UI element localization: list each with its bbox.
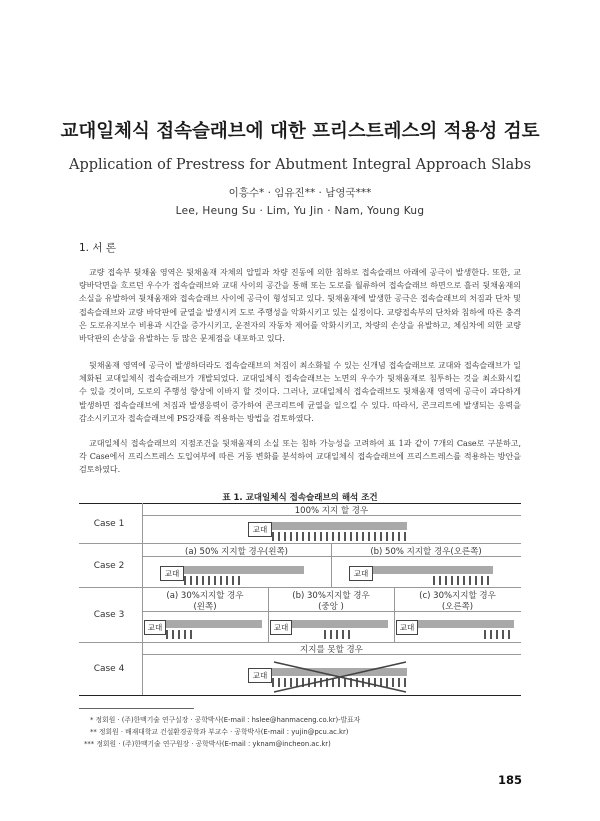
approach-slab — [272, 522, 407, 530]
paragraph-2: 뒷채움재 영역에 공극이 발생하더라도 접속슬래브의 처짐이 최소화될 수 있는 신개념 접속슬래브로 교대와 접속슬래브가 일체화된 교대일체식 접속슬래브가 개발되었다. 교대일체식 접속슬래브는 노면의 우수가 뒷채움재로 침투하는 것을 최소화시킬 수 있을 것이며, 도로의 주행성 향상에 이바지 할 것이다. 그러나, 교대일체식 접속슬래브도 뒷채움재 영역에 공극이 과다하게 발생하면 접속슬래브에 처짐과 발생응력이 증가하여 콘크리트에 균열을 일으킬 수 있다. 따라서, 콘크리트에 발생되는 응력을 감소시키고자 접속슬래브에 PS강재를 적용하는 방법을 검토하였다. — [79, 361, 521, 423]
support-arrows — [324, 630, 354, 639]
approach-slab — [373, 566, 493, 574]
paragraph-1: 교량 접속부 뒷채움 영역은 뒷채움재 자체의 압밀과 차량 진동에 의한 침하로 접속슬래브 아래에 공극이 발생한다. 또한, 교량바닥면을 흐르던 우수가 접속슬래브와 교대 사이의 공간을 통해 또는 도로를 월류하여 접속슬래브 하면으로 흘러 뒷채움재의 소실을 유발하여 뒷채움재와 접속슬래브 사이에 공극이 형성되고 있다. 뒷채움재에 발생한 공극은 접속슬래브의 처짐과 단차 및 접속슬래브와 교량 바닥판에 균열을 발생시켜 도로 주행성을 악화시키고 있는 실정이다. 교량접속부의 단차와 침하에 따른 충격은 도로유지보수 비용과 시간을 증가시키고, 운전자의 자동차 제어를 악화시키고, 차량의 손상을 유발하고, 체심차에 의한 교량 바닥판의 손상을 유발하는 등 많은 문제점을 내포하고 있다. — [79, 268, 521, 344]
case-4-header: 지지를 못할 경우 — [300, 645, 363, 655]
case-3b-header: (b) 30%지지할 경우 — [292, 591, 370, 601]
support-arrows — [433, 576, 493, 585]
abutment-box: 교대 — [248, 668, 272, 683]
case-2-label: Case 2 — [93, 561, 125, 571]
paper-title-english: Application of Prestress for Abutment Integral Approach Slabs — [68, 157, 532, 173]
case-3b-subheader: (중앙 ) — [318, 602, 344, 612]
case-3c-header: (c) 30%지지할 경우 — [419, 591, 496, 601]
abutment-box: 교대 — [144, 620, 166, 635]
case-2b-header: (b) 50% 지지할 경우(오른쪽) — [370, 547, 482, 557]
case-1-header: 100% 지지 할 경우 — [294, 506, 369, 516]
case-3a-header: (a) 30%지지할 경우 — [166, 591, 244, 601]
approach-slab — [418, 620, 514, 628]
support-arrows — [484, 630, 514, 639]
case-2a-header: (a) 50% 지지할 경우(왼쪽) — [185, 547, 288, 557]
table-caption: 표 1. 교대일체식 접속슬래브의 해석 조건 — [222, 493, 378, 503]
footnote-2: ** 정회원 · 배재대학교 건설환경공학과 부교수 · 공학박사(E-mail : yujin@pcu.ac.kr) — [90, 728, 349, 736]
row-divider — [79, 587, 521, 588]
approach-slab — [184, 566, 304, 574]
abutment-box: 교대 — [270, 620, 292, 635]
case-1-label: Case 1 — [93, 519, 125, 529]
case-4-label: Case 4 — [93, 664, 125, 674]
abutment-box: 교대 — [160, 566, 184, 581]
row-divider — [79, 543, 521, 544]
page-number: 185 — [498, 773, 523, 787]
support-arrows — [272, 532, 407, 541]
case-3a-subheader: (왼쪽) — [193, 602, 217, 612]
paper-title-korean: 교대일체식 접속슬래브에 대한 프리스트레스의 적용성 검토 — [60, 121, 540, 142]
section-heading: 1. 서 론 — [79, 242, 116, 254]
support-arrows — [166, 630, 196, 639]
abutment-box: 교대 — [396, 620, 418, 635]
approach-slab — [166, 620, 262, 628]
authors-korean: 이흥수* · 임유진** · 남영국*** — [228, 187, 372, 199]
footnote-3: *** 정회원 · (주)한맥기술 연구원장 · 공학박사(E-mail : yknam@incheon.ac.kr) — [84, 740, 331, 748]
case-3-label: Case 3 — [93, 610, 125, 620]
footnote-rule — [79, 708, 194, 709]
case-3c-subheader: (오른쪽) — [441, 602, 474, 612]
abutment-box: 교대 — [349, 566, 373, 581]
authors-english: Lee, Heung Su · Lim, Yu Jin · Nam, Young Kug — [175, 205, 425, 217]
support-arrows — [184, 576, 244, 585]
table-bottom-rule — [79, 695, 521, 696]
no-support-cross-icon — [270, 660, 410, 694]
footnote-1: * 정회원 · (주)한맥기술 연구실장 · 공학박사(E-mail : hslee@hanmaceng.co.kr)-발표자 — [90, 716, 361, 724]
paragraph-3: 교대일체식 접속슬래브의 지점조건을 뒷채움재의 소실 또는 침하 가능성을 고려하여 표 1과 같이 7개의 Case로 구분하고, 각 Case에서 프리스트레스 도입여부에 따른 거동 변화를 분석하여 교대일체식 접속슬래브에 프리스트레스를 적용하는 방안을 검토하였다. — [79, 439, 521, 475]
abutment-box: 교대 — [248, 522, 272, 537]
approach-slab — [292, 620, 388, 628]
